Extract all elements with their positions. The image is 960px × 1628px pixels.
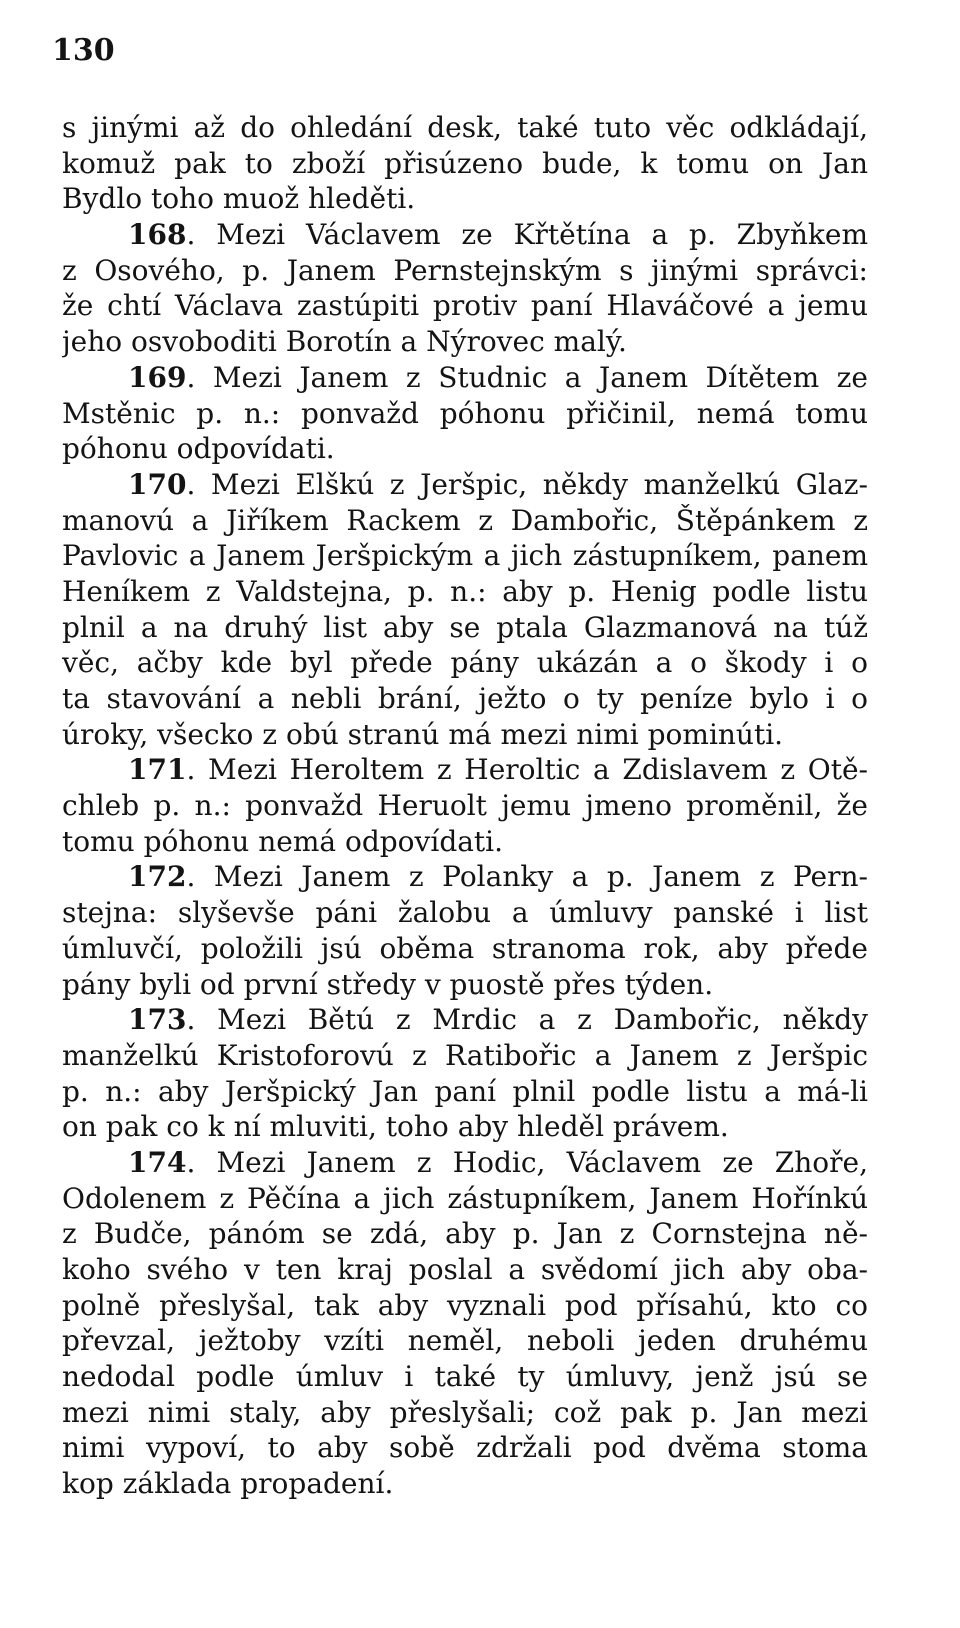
text-line xyxy=(62,1038,868,1074)
text-line xyxy=(62,717,868,753)
entry-first-line xyxy=(62,1145,868,1181)
text-line xyxy=(62,1109,868,1145)
text-line xyxy=(62,788,868,824)
text-line xyxy=(62,146,868,182)
line-text: plnil a na druhý list aby se ptala Glazmanová na túž xyxy=(62,610,868,644)
line-text: z Budče, pánóm se zdá, aby p. Jan z Cornstejna ně- xyxy=(62,1217,868,1251)
line-text: . Mezi Janem z Hodic, Václavem ze Zhoře, xyxy=(186,1145,868,1179)
line-text: Odolenem z Pěčína a jich zástupníkem, Janem Hořínkú xyxy=(62,1181,868,1215)
text-line xyxy=(62,895,868,931)
text-line xyxy=(62,610,868,646)
line-text: komuž pak to zboží přisúzeno bude, k tomu on Jan xyxy=(62,146,868,180)
line-text: Mstěnic p. n.: ponvažd póhonu přičinil, nemá tomu xyxy=(62,396,868,430)
line-text: mezi nimi staly, aby přeslyšali; což pak p. Jan mezi xyxy=(62,1395,868,1429)
entry-number: 170 xyxy=(128,467,187,501)
text-line xyxy=(62,824,868,860)
entry-number: 174 xyxy=(128,1145,187,1179)
text-line xyxy=(62,967,868,1003)
entry-first-line xyxy=(62,217,868,253)
line-text: chleb p. n.: ponvažd Heruolt jemu jmeno proměnil, že xyxy=(62,789,868,823)
entry-number: 171 xyxy=(128,753,187,787)
text-line xyxy=(62,431,868,467)
line-text: nedodal podle úmluv i také ty úmluvy, jenž jsú se xyxy=(62,1360,868,1394)
entry-first-line xyxy=(62,752,868,788)
entry-first-line xyxy=(62,360,868,396)
line-text: převzal, ježtoby vzíti neměl, neboli jeden druhému xyxy=(62,1324,868,1358)
text-line xyxy=(62,396,868,432)
line-text: nimi vypoví, to aby sobě zdržali pod dvěma stoma xyxy=(62,1431,868,1465)
entry-number: 172 xyxy=(128,860,187,894)
line-text: . Mezi Václavem ze Křtětína a p. Zbyňkem xyxy=(186,218,868,252)
text-line xyxy=(62,110,868,146)
entry-first-line xyxy=(62,467,868,503)
text-line xyxy=(62,1074,868,1110)
line-text: tomu póhonu nemá odpovídati. xyxy=(62,824,504,858)
line-text: on pak co k ní mluviti, toho aby hleděl právem. xyxy=(62,1110,729,1144)
text-line xyxy=(62,1323,868,1359)
line-text: . Mezi Bětú z Mrdic a z Dambořic, někdy xyxy=(186,1003,868,1037)
text-line xyxy=(62,538,868,574)
text-line xyxy=(62,1430,868,1466)
line-text: . Mezi Elškú z Jeršpic, někdy manželkú Glaz- xyxy=(186,467,868,501)
text-line xyxy=(62,1359,868,1395)
page-number: 130 xyxy=(52,33,115,68)
entry-first-line xyxy=(62,859,868,895)
line-text: . Mezi Heroltem z Heroltic a Zdislavem z Otě- xyxy=(186,753,868,787)
line-text: Pavlovic a Janem Jeršpickým a jich zástupníkem, panem xyxy=(62,539,868,573)
line-text: že chtí Václava zastúpiti protiv paní Hlaváčové a jemu xyxy=(62,289,868,323)
line-text: úroky, všecko z obú stranú má mezi nimi pominúti. xyxy=(62,717,784,751)
entry-number: 173 xyxy=(128,1003,187,1037)
text-line xyxy=(62,1181,868,1217)
line-text: jeho osvoboditi Borotín a Nýrovec malý. xyxy=(62,325,627,359)
text-line xyxy=(62,1252,868,1288)
line-text: věc, ačby kde byl přede pány ukázán a o škody i o xyxy=(62,646,868,680)
text-line xyxy=(62,645,868,681)
text-line xyxy=(62,1466,868,1502)
entry-number: 168 xyxy=(128,218,187,252)
line-text: manželkú Kristoforovú z Ratibořic a Janem z Jeršpic xyxy=(62,1038,868,1072)
text-line xyxy=(62,503,868,539)
line-text: p. n.: aby Jeršpický Jan paní plnil podle listu a má-li xyxy=(62,1074,868,1108)
line-text: pány byli od první středy v puostě přes týden. xyxy=(62,967,714,1001)
text-line xyxy=(62,324,868,360)
line-text: . Mezi Janem z Studnic a Janem Dítětem ze xyxy=(186,360,868,394)
line-text: polně přeslyšal, tak aby vyznali pod přísahú, kto co xyxy=(62,1288,868,1322)
line-text: koho svého v ten kraj poslal a svědomí jich aby oba- xyxy=(62,1253,868,1286)
text-line xyxy=(62,1288,868,1324)
text-line xyxy=(62,181,868,217)
text-line xyxy=(62,574,868,610)
text-line xyxy=(62,1216,868,1252)
line-text: s jinými až do ohledání desk, také tuto věc odkládají, xyxy=(62,111,868,144)
line-text: úmluvčí, položili jsú oběma stranoma rok, aby přede xyxy=(62,931,868,965)
line-text: ta stavování a nebli brání, ježto o ty peníze bylo i o xyxy=(62,682,868,715)
line-text: z Osového, p. Janem Pernstejnským s jinými správci: xyxy=(62,253,868,287)
line-text: Bydlo toho muož hleděti. xyxy=(62,182,416,216)
document-body xyxy=(62,110,868,1502)
line-text: stejna: slyševše páni žalobu a úmluvy panské i list xyxy=(62,896,868,930)
line-text: póhonu odpovídati. xyxy=(62,432,335,466)
text-line xyxy=(62,288,868,324)
entry-first-line xyxy=(62,1002,868,1038)
text-line xyxy=(62,681,868,717)
line-text: . Mezi Janem z Polanky a p. Janem z Pern- xyxy=(186,860,868,894)
line-text: Heníkem z Valdstejna, p. n.: aby p. Henig podle listu xyxy=(62,574,868,608)
entry-number: 169 xyxy=(128,360,187,394)
text-line xyxy=(62,931,868,967)
text-line xyxy=(62,1395,868,1431)
line-text: kop základa propadení. xyxy=(62,1467,394,1501)
text-line xyxy=(62,253,868,289)
line-text: manovú a Jiříkem Rackem z Dambořic, Štěpánkem z xyxy=(62,503,868,537)
